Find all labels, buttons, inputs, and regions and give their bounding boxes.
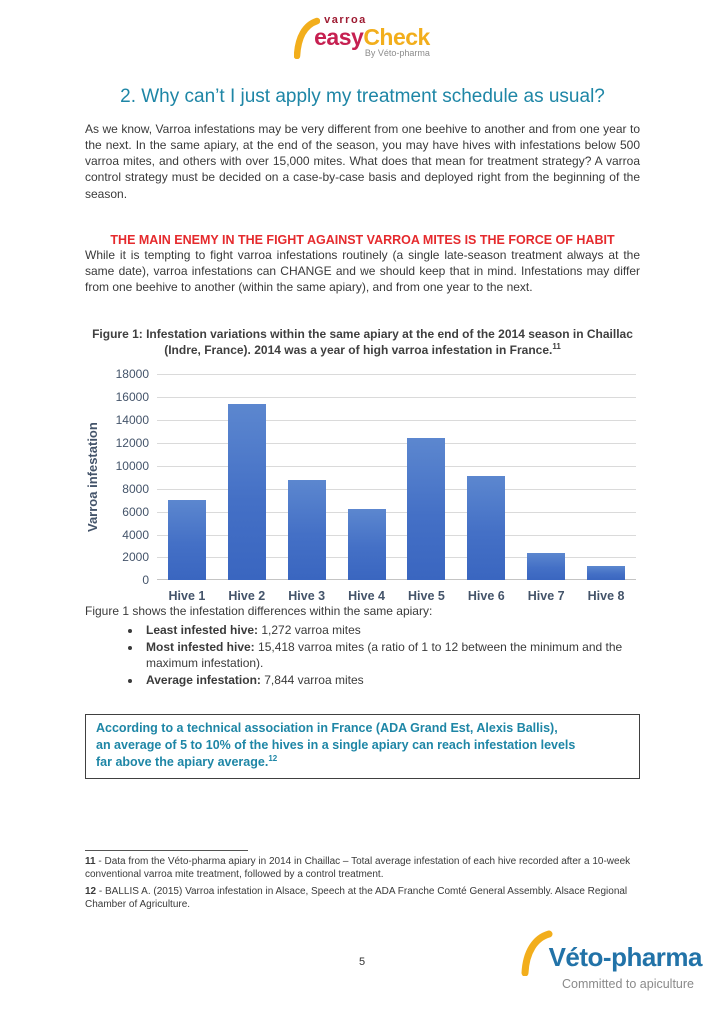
list-item: • Most infested hive: 15,418 varroa mites (a ratio of 1 to 12 between the minimum and the maximum infestation). xyxy=(142,639,640,671)
logo-check-text: Check xyxy=(363,24,430,50)
x-tick-label: Hive 6 xyxy=(467,589,505,604)
footer-logo-tagline: Committed to apiculture xyxy=(561,977,694,991)
y-tick-label: 0 xyxy=(142,573,149,588)
list-item: • Average infestation: 7,844 varroa mites xyxy=(142,672,640,688)
bar-hive-4 xyxy=(348,509,386,580)
x-tick-label: Hive 4 xyxy=(348,589,385,604)
footnote-ref-12: 12 xyxy=(268,753,278,763)
bar-slot xyxy=(576,374,636,580)
bar-slot xyxy=(516,374,576,580)
bar-slot xyxy=(397,374,457,580)
bar-hive-8 xyxy=(587,566,625,581)
bar-slot xyxy=(217,374,277,580)
logo-easy-text: easy xyxy=(314,24,364,50)
figure-caption xyxy=(85,326,640,358)
figure-caption-line1: Figure 1: Infestation variations within the same apiary at the end of the 2014 season in Chaillac xyxy=(92,327,633,342)
chart-y-axis-title: Varroa infestation xyxy=(85,422,100,533)
y-tick-label: 4000 xyxy=(122,527,149,542)
chart-y-ticks xyxy=(109,367,157,588)
page-number: 5 xyxy=(358,956,366,968)
bar-hive-3 xyxy=(288,480,326,581)
y-tick-label: 18000 xyxy=(115,367,149,382)
chart-plot-area xyxy=(157,374,636,580)
chart-x-labels xyxy=(157,580,636,603)
x-tick-label: Hive 1 xyxy=(168,589,206,604)
x-tick-label: Hive 8 xyxy=(587,589,625,604)
bar-hive-1 xyxy=(168,500,206,580)
red-slogan: THE MAIN ENEMY IN THE FIGHT AGAINST VARROA MITES IS THE FORCE OF HABIT xyxy=(110,232,615,247)
bar-hive-6 xyxy=(467,476,505,581)
callout-line3: far above the apiary average.$^{12}$ xyxy=(96,753,278,769)
callout-line2: an average of 5 to 10% of the hives in a single apiary can reach infestation levels xyxy=(96,738,576,753)
logo-byline: By Véto-pharma xyxy=(364,48,430,58)
second-paragraph: While it is tempting to fight varroa infestations routinely (a single late-season treatment always at the same date), varroa infestations can CHANGE and we should keep that in mind. Infestations may differ from one beehive to another (within the same apiary), and from one year to the next. xyxy=(85,247,640,295)
bar-slot xyxy=(157,374,217,580)
page-title: 2. Why can’t I just apply my treatment schedule as usual? xyxy=(120,86,605,107)
chart-bars xyxy=(157,374,636,580)
list-item: • Least infested hive: 1,272 varroa mites xyxy=(142,622,640,638)
footnote-12: 12 - BALLIS A. (2015) Varroa infestation in Alsace, Speech at the ADA Franche Comté General Assembly. Alsace Regional Chamber of Agriculture. xyxy=(85,886,628,911)
figure-summary-list xyxy=(85,622,640,689)
x-tick-label: Hive 7 xyxy=(527,589,565,604)
footnote-divider xyxy=(85,850,248,851)
bar-slot xyxy=(337,374,397,580)
bar-slot xyxy=(277,374,337,580)
y-tick-label: 16000 xyxy=(115,390,149,405)
y-tick-label: 12000 xyxy=(115,436,149,450)
bar-slot xyxy=(456,374,516,580)
footnote-11: 11 - Data from the Véto-pharma apiary in 2014 in Chaillac – Total average infestation of each hive recorded after a 10-week conventional varroa mite treatment, followed by a control treatment. xyxy=(85,855,631,880)
y-tick-label: 14000 xyxy=(115,413,149,428)
y-tick-label: 10000 xyxy=(115,458,149,473)
logo-easycheck-text xyxy=(314,26,430,48)
figure-summary-intro: Figure 1 shows the infestation differences within the same apiary: xyxy=(85,604,433,619)
bar-chart xyxy=(85,367,640,604)
x-tick-label: Hive 2 xyxy=(228,589,266,604)
bar-hive-2 xyxy=(228,404,266,580)
bar-hive-5 xyxy=(407,438,445,580)
footer-logo-name: Véto-pharma xyxy=(548,941,702,972)
figure-caption-line2: (Indre, France). 2014 was a year of high varroa infestation in France. xyxy=(164,343,553,358)
logo-varroa-text: varroa xyxy=(324,14,367,26)
y-tick-label: 6000 xyxy=(122,504,149,519)
intro-paragraph: As we know, Varroa infestations may be very different from one beehive to another and from one year to the next. In the same apiary, at the end of the season, you may have hives with infestations below 500 varroa mites, and others with over 15,000 mites. What does that mean for treatment strategy? A varroa control strategy must be decided on a case-by-case basis and deployed right from the beginning of the season. xyxy=(85,121,640,201)
y-tick-label: 2000 xyxy=(122,550,149,565)
x-tick-label: Hive 5 xyxy=(408,589,445,604)
footnote-ref-11: 11 xyxy=(552,342,561,352)
y-tick-label: 8000 xyxy=(122,481,149,496)
callout-box xyxy=(85,714,640,778)
header-logo xyxy=(0,0,724,64)
bar-hive-7 xyxy=(527,553,565,580)
footer-logo xyxy=(521,938,702,991)
callout-line1: According to a technical association in France (ADA Grand Est, Alexis Ballis), xyxy=(96,721,558,736)
x-tick-label: Hive 3 xyxy=(288,589,326,604)
